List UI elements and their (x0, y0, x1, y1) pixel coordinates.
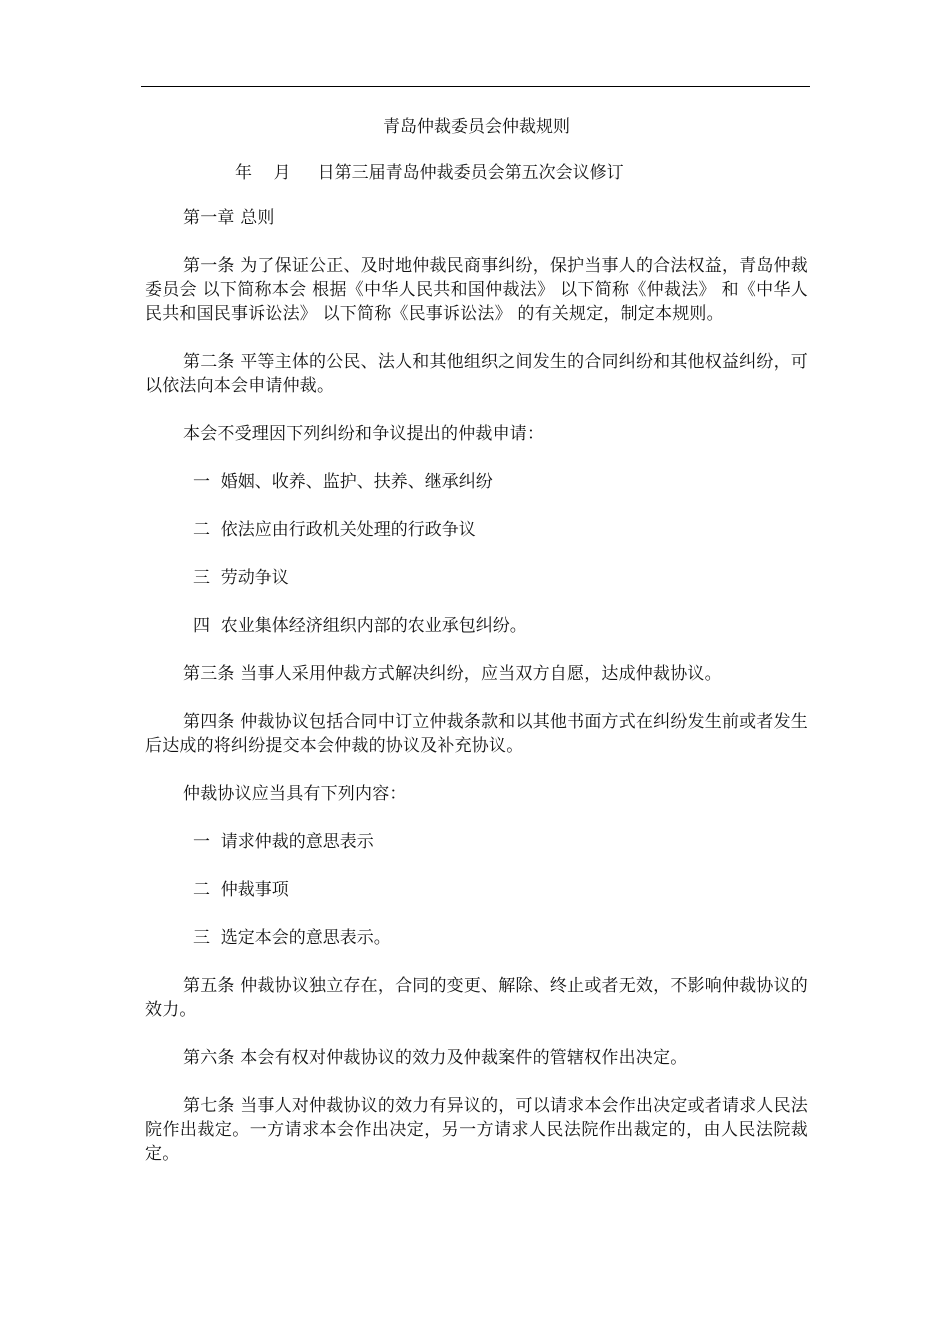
agreement-intro: 仲裁协议应当具有下列内容： (183, 784, 407, 804)
exclusion-item: 一 婚姻、收养、监护、扶养、继承纠纷 (193, 472, 493, 492)
exclusion-item: 三 劳动争议 (193, 568, 289, 588)
exclusion-intro: 本会不受理因下列纠纷和争议提出的仲裁申请： (183, 424, 545, 444)
exclusion-item: 四 农业集体经济组织内部的农业承包纠纷。 (193, 616, 527, 636)
article-5: 第五条 仲裁协议独立存在，合同的变更、解除、终止或者无效，不影响仲裁协议的效力。 (145, 976, 808, 1020)
exclusion-item: 二 依法应由行政机关处理的行政争议 (193, 520, 476, 540)
agreement-item: 三 选定本会的意思表示。 (193, 928, 391, 948)
article-4: 第四条 仲裁协议包括合同中订立仲裁条款和以其他书面方式在纠纷发生前或者发生后达成的将纠纷提交本会仲裁的协议及补充协议。 (145, 712, 808, 756)
article-1: 第一条 为了保证公正、及时地仲裁民商事纠纷，保护当事人的合法权益，青岛仲裁委员会 以下简称本会 根据《中华人民共和国仲裁法》 以下简称《仲裁法》 和《中华人民共和国民事诉讼法》 以下简称《民事诉讼法》 的有关规定，制定本规则。 (145, 256, 808, 324)
chapter-heading: 第一章 总则 (183, 208, 275, 228)
article-7: 第七条 当事人对仲裁协议的效力有异议的，可以请求本会作出决定或者请求人民法院作出裁定。一方请求本会作出决定，另一方请求人民法院作出裁定的，由人民法院裁定。 (145, 1096, 808, 1164)
revision-note: 年 月 日第三届青岛仲裁委员会第五次会议修订 (235, 163, 624, 183)
document-body (145, 114, 808, 1190)
article-2: 第二条 平等主体的公民、法人和其他组织之间发生的合同纠纷和其他权益纠纷，可以依法向本会申请仲裁。 (145, 352, 808, 396)
header-rule (141, 86, 810, 87)
article-3: 第三条 当事人采用仲裁方式解决纠纷，应当双方自愿，达成仲裁协议。 (183, 664, 722, 684)
agreement-item: 二 仲裁事项 (193, 880, 289, 900)
article-6: 第六条 本会有权对仲裁协议的效力及仲裁案件的管辖权作出决定。 (183, 1048, 688, 1068)
document-title: 青岛仲裁委员会仲裁规则 (383, 117, 570, 137)
agreement-item: 一 请求仲裁的意思表示 (193, 832, 374, 852)
